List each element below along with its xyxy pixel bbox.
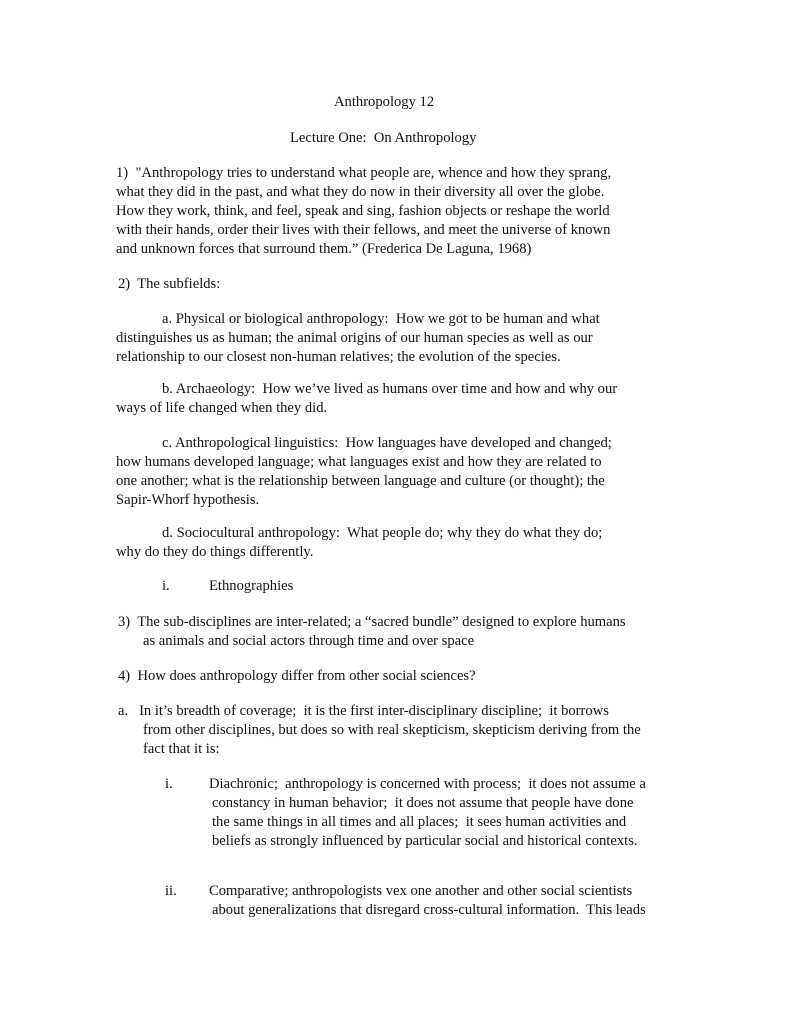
subfield-b-line: ways of life changed when they did. [116,400,328,416]
point-4-a-line: a. In it’s breadth of coverage; it is the first inter-disciplinary discipline; it borrows [118,703,609,719]
subitem-marker: i. [162,578,170,594]
subfield-c-line: one another; what is the relationship between language and culture (or thought); the [116,473,605,489]
point-1-line: with their hands, order their lives with their fellows, and meet the universe of known [116,222,611,238]
point-4-ii-line: Comparative; anthropologists vex one another and other social scientists [209,883,633,899]
course-title: Anthropology 12 [334,94,435,110]
point-1-line: what they did in the past, and what they do now in their diversity all over the globe. [116,184,605,200]
point-4-ii-marker: ii. [165,883,177,899]
point-4-a-line: fact that it is: [143,741,220,757]
subfield-d-line: d. Sociocultural anthropology: What people do; why they do what they do; [162,525,603,541]
subfield-c-line: Sapir-Whorf hypothesis. [116,492,260,508]
subfield-a-line: relationship to our closest non-human relatives; the evolution of the species. [116,349,561,365]
point-4-heading: 4) How does anthropology differ from other social sciences? [118,668,476,684]
point-1-line: How they work, think, and feel, speak and sing, fashion objects or reshape the world [116,203,610,219]
lecture-title: Lecture One: On Anthropology [290,130,477,146]
point-1-line: and unknown forces that surround them.” (Frederica De Laguna, 1968) [116,241,532,257]
point-1-line: 1) "Anthropology tries to understand what people are, whence and how they sprang, [116,165,612,181]
subfield-a-line: distinguishes us as human; the animal origins of our human species as well as our [116,330,593,346]
point-4-a-line: from other disciplines, but does so with real skepticism, skepticism deriving from the [143,722,641,738]
point-4-i-marker: i. [165,776,173,792]
point-4-i-line: constancy in human behavior; it does not assume that people have done [212,795,634,811]
point-4-i-line: Diachronic; anthropology is concerned with process; it does not assume a [209,776,646,792]
subfield-c-line: how humans developed language; what languages exist and how they are related to [116,454,602,470]
subitem-text: Ethnographies [209,578,294,594]
subfields-heading: 2) The subfields: [118,276,221,292]
subfield-b-line: b. Archaeology: How we’ve lived as humans over time and how and why our [162,381,618,397]
subfield-d-line: why do they do things differently. [116,544,314,560]
subfield-c-line: c. Anthropological linguistics: How languages have developed and changed; [162,435,612,451]
subfield-a-line: a. Physical or biological anthropology: How we got to be human and what [162,311,600,327]
point-3-line: as animals and social actors through time and over space [143,633,475,649]
point-4-i-line: the same things in all times and all places; it sees human activities and [212,814,627,830]
point-4-ii-line: about generalizations that disregard cross-cultural information. This leads [212,902,646,918]
point-4-i-line: beliefs as strongly influenced by particular social and historical contexts. [212,833,638,849]
point-3-line: 3) The sub-disciplines are inter-related; a “sacred bundle” designed to explore humans [118,614,626,630]
